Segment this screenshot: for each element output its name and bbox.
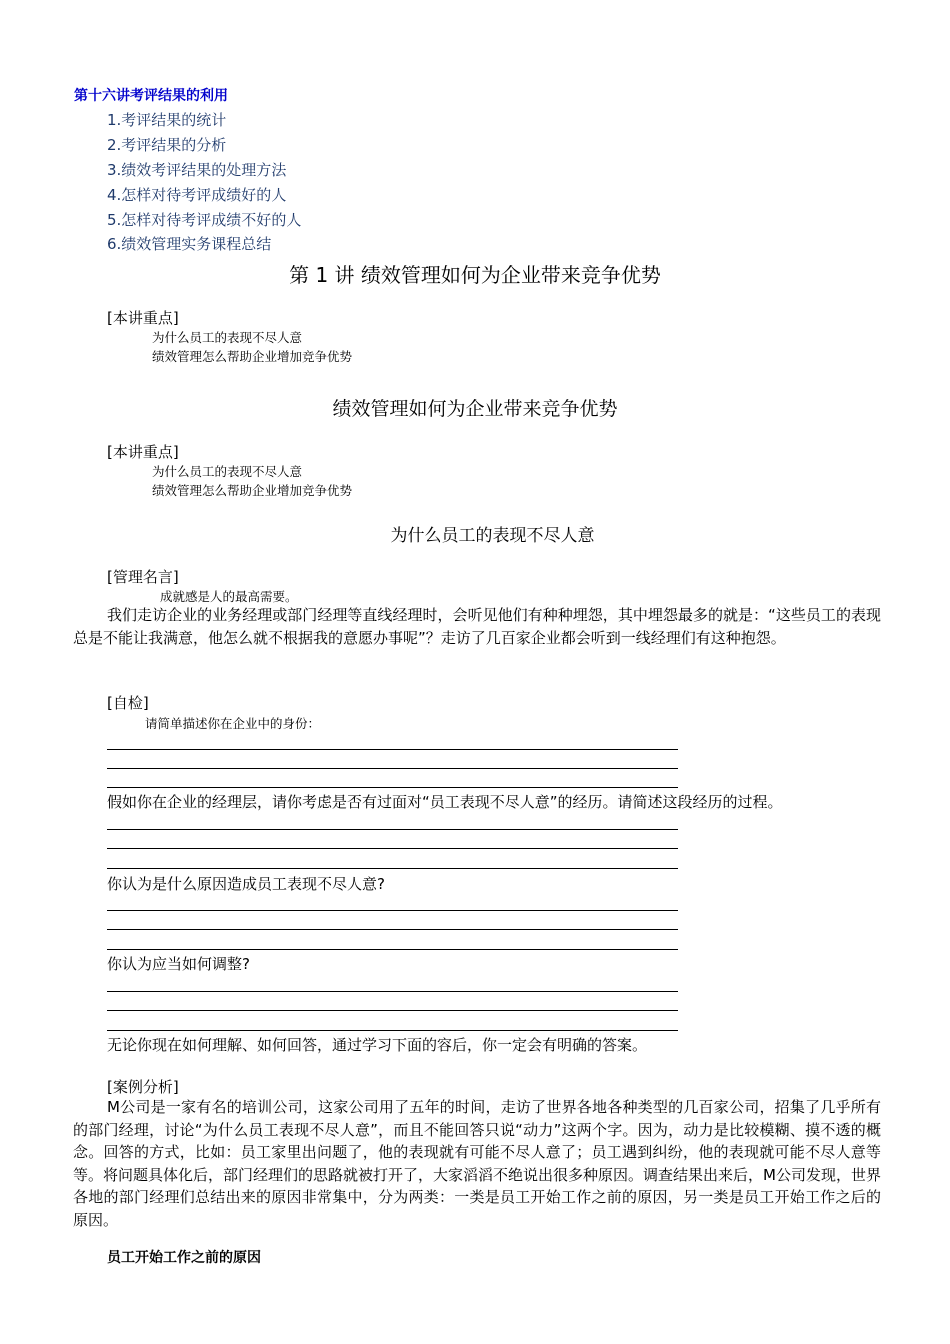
answer-line [107,1030,678,1031]
intro-paragraph: 我们走访企业的业务经理或部门经理等直线经理时，会听见他们有种种埋怨，其中埋怨最多的就是：“这些员工的表现总是不能让我满意，他怎么就不根据我的意愿办事呢”？走访了几百家企业都会听到一线经理们有这种抱怨。 [73,606,881,647]
answer-line [107,868,678,869]
toc-item: 1.考评结果的统计 [107,111,227,129]
case-label: [案例分析] [107,1078,179,1096]
answer-line [107,848,678,849]
focus-item: 绩效管理怎么帮助企业增加竞争优势 [152,483,353,498]
self-check-prompt: 请简单描述你在企业中的身份： [145,716,321,731]
answer-line [107,991,678,992]
focus-item: 为什么员工的表现不尽人意 [152,464,303,479]
subheading: 员工开始工作之前的原因 [107,1250,261,1266]
toc-heading: 第十六讲考评结果的利用 [74,88,228,104]
answer-line [107,768,678,769]
management-quote: 成就感是人的最高需要。 [160,589,298,604]
toc-item: 6.绩效管理实务课程总结 [107,235,272,253]
self-check-label: [自检] [107,694,149,712]
answer-line [107,749,678,750]
answer-line [107,949,678,950]
focus-item: 为什么员工的表现不尽人意 [152,330,303,345]
focus-item: 绩效管理怎么帮助企业增加竞争优势 [152,349,353,364]
answer-line [107,929,678,930]
answer-line [107,787,678,788]
answer-line [107,829,678,830]
quote-label: [管理名言] [107,568,179,586]
case-paragraph: M公司是一家有名的培训公司，这家公司用了五年的时间，走访了世界各地各种类型的几百家公司，招集了几乎所有的部门经理，讨论“为什么员工表现不尽人意”，而且不能回答只说“动力”这两个字。因为，动力是比较模糊、摸不透的概念。回答的方式，比如：员工家里出问题了，他的表现就有可能不尽人意了；员工遇到纠纷，他的表现就可能不尽人意等等。将问题具体化后，部门经理们的思路就被打开了，大家滔滔不绝说出很多种原因。调查结果出来后，M公司发现，世界各地的部门经理们总结出来的原因非常集中，分为两类：一类是员工开始工作之前的原因，另一类是员工开始工作之后的原因。 [73,1098,881,1229]
toc-item: 5.怎样对待考评成绩不好的人 [107,211,302,229]
lecture-title: 第 1 讲 绩效管理如何为企业带来竞争优势 [289,263,661,287]
answer-line [107,1010,678,1011]
toc-item: 4.怎样对待考评成绩好的人 [107,186,287,204]
focus-label: [本讲重点] [107,309,179,327]
question-2: 你认为是什么原因造成员工表现不尽人意? [107,875,385,893]
answer-line [107,910,678,911]
closing-text: 无论你现在如何理解、如何回答，通过学习下面的容后，你一定会有明确的答案。 [107,1036,648,1054]
focus-label: [本讲重点] [107,443,179,461]
toc-item: 3.绩效考评结果的处理方法 [107,161,287,179]
toc-item: 2.考评结果的分析 [107,136,227,154]
question-1: 假如你在企业的经理层，请你考虑是否有过面对“员工表现不尽人意”的经历。请简述这段经历的过程。 [107,793,783,811]
subsection-title: 为什么员工的表现不尽人意 [390,526,595,546]
question-3: 你认为应当如何调整? [107,955,250,973]
section-title: 绩效管理如何为企业带来竞争优势 [332,398,618,420]
